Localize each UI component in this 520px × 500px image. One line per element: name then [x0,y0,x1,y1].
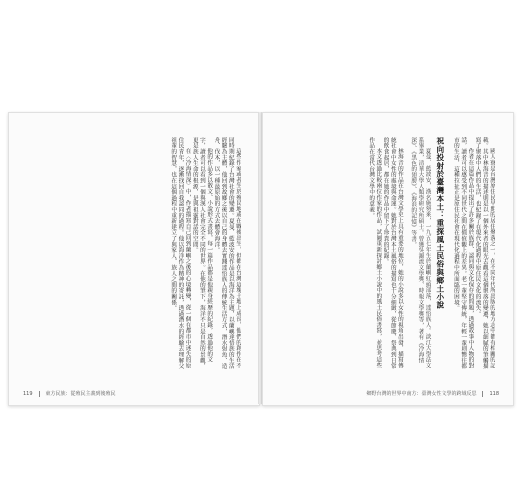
right-page [262,112,514,406]
left-page [8,112,260,406]
left-running-head: 東方民族：從殖民主義到後殖民 [45,391,116,397]
left-page-footer [23,390,116,397]
author-bio: 夏曼．藍波安，漢名施努來，一九五七年生於蘭嶼紅頭部落，達悟族人。淡江大學法文系畢業，清華大學人類學研究所碩士。曾獲吳濁流文學獎、時報文學獎等，著有《冷海情深》、《黑色的翅膀》、《海浪的記憶》等書。 [410,137,431,369]
left-page-number: 119 [23,390,33,397]
right-running-head: 鄉野台灣的世界中南方：臺灣女性文學的跨域反思 [366,391,477,397]
left-paragraph-1: 這些作家或者生於殖民地或在戰後出生，但都在台灣這塊土地上成長，他們的創作在不同時期紀錄了台灣社會的變遷。夏曼．藍波安的作品是以海洋為主題，以蘭嶼達悟族的生活經驗為主體，他回到故鄉之後以自己的身體去實踐達悟族人的傳統生活方式，潛水射魚、造舟、伐木，以一種最原始的方式去體會海洋。 [213,137,241,369]
left-paragraph-2: 他的作品多以散文、小說形式書寫，每一篇作品都是他親身經歷的紀錄，透過他的文字，讀者可以看到一個與漢人社會完全不同的世界。在他的筆下，海洋不只是自然的景觀，更是族人生命的根源，是與祖靈對話的空間。 [191,137,213,369]
footer-divider [39,391,40,397]
right-page-number: 118 [489,390,499,397]
right-paragraph-1: 國人寮是台灣原住民早期的居住聚落之一，在不同年代所出版的地方志中都有相關的記載。其中林海音的描述則是以一個外來者的眼光去觀看這個聚落的變遷，她以細膩的筆觸描寫了聚落中人們的生活，也紀錄了在現代化過程中原住民文化的流失。 [474,137,495,369]
right-paragraph-2: 作者在這篇作品中提出了許多關於族群、認同與文化保存的問題，透過故事中人物的對話，讀者可以感受到不同世代之間在價值觀上的差異。老一輩堅守傳統，年輕一輩則嚮往都市的生活，這種拉扯正是原住民社會在現代化過程中所面臨的困境。 [452,137,474,369]
footer-divider [482,391,483,397]
section-title: 祝向投射於臺灣本土：重探風土民俗與鄉土小說 [435,137,445,310]
right-paragraph-4: 本文透過比較兩位作家的作品，試圖重新探討鄉土小說中的風土民俗書寫，並思考這些作品在當代台灣文學中的意義。 [368,137,382,369]
right-page-body [281,137,495,373]
left-paragraph-3: 在〈冷海情深〉中，作者描寫自己回到蘭嶼之後的心境轉變，從一個在都市中迷失的原住民青年，逐漸找回自我認同的過程。他以海洋作為精神的寄託，透過潛水的經驗去理解父祖輩的智慧，也在這個過程中重新建立了與家人、族人之間的關係。 [170,137,191,369]
left-page-body [27,137,241,373]
right-page-footer [366,390,499,397]
right-paragraph-3: 林海音的作品在台灣文學史上具有重要的地位，她的小說多以女性的視角出發，描寫傳統社會中女性的處境與命運。她對於台灣本土風俗的描寫也十分細緻，從節慶、祭典到日常的飲食起居，都在她的作品中留下了珍貴的紀錄。 [382,137,403,369]
